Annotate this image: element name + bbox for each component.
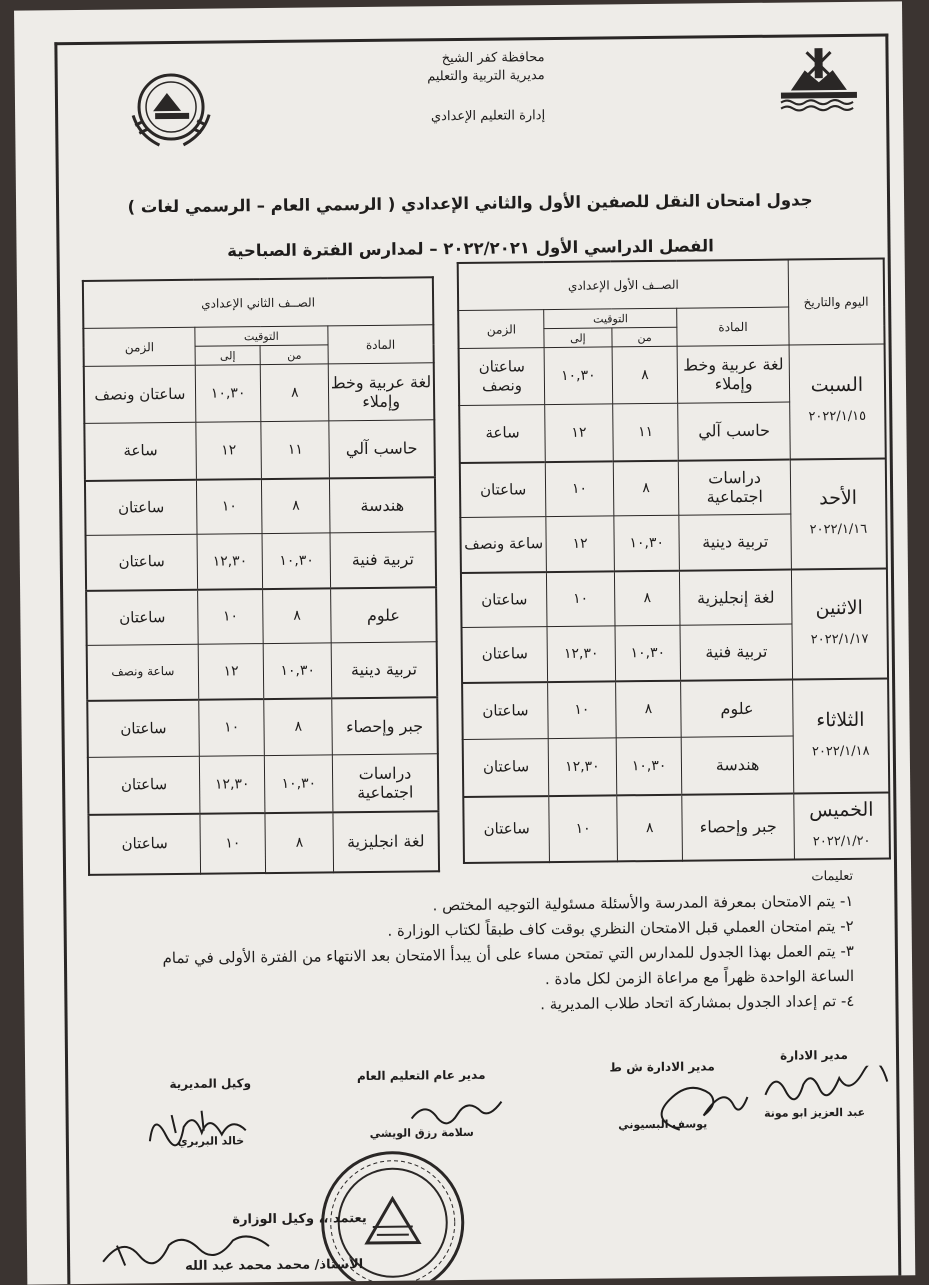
subject-cell: لغة إنجليزية xyxy=(680,569,792,625)
day-name: الأحد xyxy=(819,486,858,509)
to-cell: ١٠ xyxy=(200,813,266,874)
signer-role: مدير عام التعليم العام xyxy=(356,1067,486,1084)
from-cell: ٨ xyxy=(262,478,330,534)
table-row xyxy=(459,344,886,405)
to-cell: ١٠ xyxy=(549,795,617,862)
instruction-item: ١- يتم الامتحان بمعرفة المدرسة والأسئلة مسئولية التوجيه المختص . xyxy=(432,891,854,915)
table-row xyxy=(86,532,437,591)
directorate-logo-icon xyxy=(125,67,218,154)
timing-header: التوقيت xyxy=(544,308,678,328)
day-date: ٢٠٢٢/١/٢٠ xyxy=(812,833,871,849)
to-cell: ١٢ xyxy=(196,422,262,480)
from-cell: ١٠,٣٠ xyxy=(265,755,333,813)
to-cell: ١٠ xyxy=(199,699,265,757)
duration-cell: ساعتان xyxy=(460,462,546,518)
duration-cell: ساعة ونصف xyxy=(87,644,199,700)
from-header: من xyxy=(260,345,328,365)
subject-cell: تربية دينية xyxy=(679,514,791,570)
day-date-label: اليوم والتاريخ xyxy=(803,294,869,310)
duration-cell: ساعتان xyxy=(86,534,198,590)
subject-cell: جبر وإحصاء xyxy=(682,793,794,860)
duration-cell: ساعتان xyxy=(85,479,197,535)
signer-name: خالد البربري xyxy=(177,1134,245,1148)
to-cell: ١٢ xyxy=(198,644,264,700)
day-date: ٢٠٢٢/١/١٧ xyxy=(810,631,869,647)
governorate-emblem-icon xyxy=(776,42,861,115)
governorate-name: محافظة كفر الشيخ xyxy=(441,50,545,67)
table-row xyxy=(85,477,436,536)
signer-name: يوسف البسيوني xyxy=(618,1117,708,1132)
from-cell: ٨ xyxy=(264,698,332,756)
subject-header: المادة xyxy=(677,307,789,346)
day-name: الخميس xyxy=(809,798,874,821)
signature-scrawl-icon xyxy=(141,1104,261,1151)
day-name: الثلاثاء xyxy=(816,708,865,731)
day-date: ٢٠٢٢/١/١٦ xyxy=(809,521,868,537)
from-cell: ٨ xyxy=(613,460,679,516)
subject-cell: لغة انجليزية xyxy=(333,811,439,872)
table-subtitle: الفصل الدراسي الأول ٢٠٢٢/٢٠٢١ – لمدارس الفترة الصباحية xyxy=(227,236,714,261)
day-cell xyxy=(790,458,887,569)
to-header: إلى xyxy=(544,328,612,348)
duration-cell: ساعتان xyxy=(463,796,549,863)
signer-name: سلامة رزق الويشي xyxy=(369,1125,474,1140)
instruction-item: الساعة الواحدة ظهراً مع مراعاة الزمن لكل مادة . xyxy=(544,966,855,989)
to-cell: ١٢,٣٠ xyxy=(547,626,615,682)
to-cell: ١٢ xyxy=(546,516,614,572)
subject-cell: علوم xyxy=(331,587,437,643)
day-cell xyxy=(791,568,888,679)
grade2-title: الصــف الثاني الإعدادي xyxy=(83,277,433,328)
grade2-schedule-table xyxy=(82,276,440,875)
department-name: إدارة التعليم الإعدادي xyxy=(430,108,546,125)
from-cell: ١٠,٣٠ xyxy=(262,533,330,589)
from-cell: ٨ xyxy=(614,570,680,626)
signature-scrawl-icon xyxy=(97,1224,278,1276)
to-cell: ١٠ xyxy=(197,589,263,645)
duration-cell: ساعتان xyxy=(88,813,200,874)
table-row xyxy=(86,587,437,646)
duration-header: الزمن xyxy=(458,310,544,349)
from-cell: ١١ xyxy=(261,421,329,479)
from-header: من xyxy=(612,327,678,347)
grade1-schedule-table xyxy=(457,258,891,864)
instruction-item: ٣- يتم العمل بهذا الجدول للمدارس التي تمتحن مساء على أن يبدأ الامتحان بعد الانتهاء من الفترة الأولى في تمام xyxy=(162,941,855,968)
subject-cell: هندسة xyxy=(329,477,435,533)
to-cell: ١٠ xyxy=(547,571,615,627)
from-cell: ٨ xyxy=(615,680,681,738)
duration-header: الزمن xyxy=(83,327,195,366)
to-header: إلى xyxy=(195,346,261,366)
instruction-item: ٤- تم إعداد الجدول بمشاركة اتحاد طلاب المديرية . xyxy=(540,991,855,1014)
day-date: ٢٠٢٢/١/١٨ xyxy=(811,743,870,759)
duration-cell: ساعتان ونصف xyxy=(459,348,545,406)
from-cell: ١٠,٣٠ xyxy=(264,643,332,699)
table-row xyxy=(84,420,435,481)
duration-cell: ساعتان xyxy=(86,589,198,645)
subject-cell: دراسات اجتماعية xyxy=(679,459,791,515)
from-cell: ١٠,٣٠ xyxy=(615,625,681,681)
day-cell xyxy=(789,344,886,459)
duration-cell: ساعتان xyxy=(88,756,200,814)
duration-cell: ساعتان ونصف xyxy=(84,365,196,423)
from-cell: ٨ xyxy=(261,364,329,422)
timing-header: التوقيت xyxy=(195,326,328,346)
subject-cell: جبر وإحصاء xyxy=(332,697,438,755)
duration-cell: ساعة ونصف xyxy=(460,517,546,573)
instructions-block xyxy=(53,864,855,1022)
from-cell: ١٠,٣٠ xyxy=(614,515,680,571)
subject-cell: لغة عربية وخط وإملاء xyxy=(328,363,434,421)
subject-cell: هندسة xyxy=(682,736,794,794)
subject-cell: حاسب آلي xyxy=(329,420,435,478)
to-cell: ١٢,٣٠ xyxy=(197,534,263,590)
subject-cell: تربية فنية xyxy=(680,624,792,680)
duration-cell: ساعة xyxy=(84,422,196,480)
header-lines xyxy=(427,49,545,86)
subject-cell: تربية فنية xyxy=(330,532,436,588)
to-cell: ١٢,٣٠ xyxy=(548,738,616,796)
approval-label: يعتمد ،، وكيل الوزارة xyxy=(232,1211,367,1228)
to-cell: ١٠,٣٠ xyxy=(544,347,612,405)
from-cell: ٨ xyxy=(612,346,678,404)
document-page xyxy=(14,1,915,1284)
table-row xyxy=(88,811,439,875)
signature-scrawl-icon xyxy=(405,1094,505,1135)
duration-cell: ساعتان xyxy=(463,739,549,797)
from-cell: ١٠,٣٠ xyxy=(616,737,682,795)
signature-scrawl-icon xyxy=(761,1066,891,1107)
instruction-item: ٢- يتم امتحان العملي قبل الامتحان النظري بوقت كاف طبقاً لكتاب الوزارة . xyxy=(387,916,854,940)
table-row xyxy=(463,792,890,862)
to-cell: ١٠ xyxy=(545,461,613,517)
table-row xyxy=(462,678,889,739)
from-cell: ٨ xyxy=(265,812,333,873)
table-row xyxy=(88,754,439,815)
to-cell: ١٠ xyxy=(548,681,616,739)
subject-cell: دراسات اجتماعية xyxy=(332,754,438,812)
duration-cell: ساعتان xyxy=(462,682,548,740)
duration-cell: ساعتان xyxy=(461,572,547,628)
duration-cell: ساعة xyxy=(459,405,545,463)
day-name: الاثنين xyxy=(815,596,864,619)
table-row xyxy=(460,458,887,517)
table-row xyxy=(461,568,888,627)
subject-cell: تربية دينية xyxy=(331,642,437,698)
subject-cell: لغة عربية وخط وإملاء xyxy=(677,345,789,403)
approver-name: الأستاذ/ محمد محمد عبد الله xyxy=(184,1257,364,1274)
table-row xyxy=(87,697,438,758)
subject-header: المادة xyxy=(328,325,434,364)
to-cell: ١٠,٣٠ xyxy=(195,365,261,423)
from-cell: ٨ xyxy=(617,794,683,861)
day-cell xyxy=(792,678,889,793)
duration-cell: ساعتان xyxy=(87,699,199,757)
directorate-name: مديرية التربية والتعليم xyxy=(427,68,545,85)
to-cell: ١٢,٣٠ xyxy=(199,756,265,814)
signer-role: مدير الادارة ش ط xyxy=(609,1059,715,1075)
signer-name: عبد العزيز ابو مونة xyxy=(763,1105,866,1120)
day-name: السبت xyxy=(810,374,864,397)
day-cell xyxy=(794,792,890,859)
table-row xyxy=(84,363,435,424)
to-cell: ١٠ xyxy=(196,479,262,535)
grade1-title: الصــف الأول الإعدادي xyxy=(458,260,789,311)
signer-role: مدير الادارة xyxy=(780,1047,848,1063)
subject-cell: علوم xyxy=(681,679,793,737)
instructions-heading: تعليمات xyxy=(811,868,854,885)
day-date-header xyxy=(788,259,885,345)
to-cell: ١٢ xyxy=(545,404,613,462)
signer-role: وكيل المديرية xyxy=(169,1076,252,1092)
from-cell: ١١ xyxy=(612,403,678,461)
table-row xyxy=(87,642,438,701)
table-title: جدول امتحان النقل للصفين الأول والثاني الإعدادي ( الرسمي العام – الرسمي لغات ) xyxy=(127,190,813,217)
signature-scrawl-icon xyxy=(649,1079,750,1136)
duration-cell: ساعتان xyxy=(462,627,548,683)
subject-cell: حاسب آلي xyxy=(678,402,790,460)
from-cell: ٨ xyxy=(263,588,331,644)
day-date: ٢٠٢٢/١/١٥ xyxy=(808,408,867,425)
